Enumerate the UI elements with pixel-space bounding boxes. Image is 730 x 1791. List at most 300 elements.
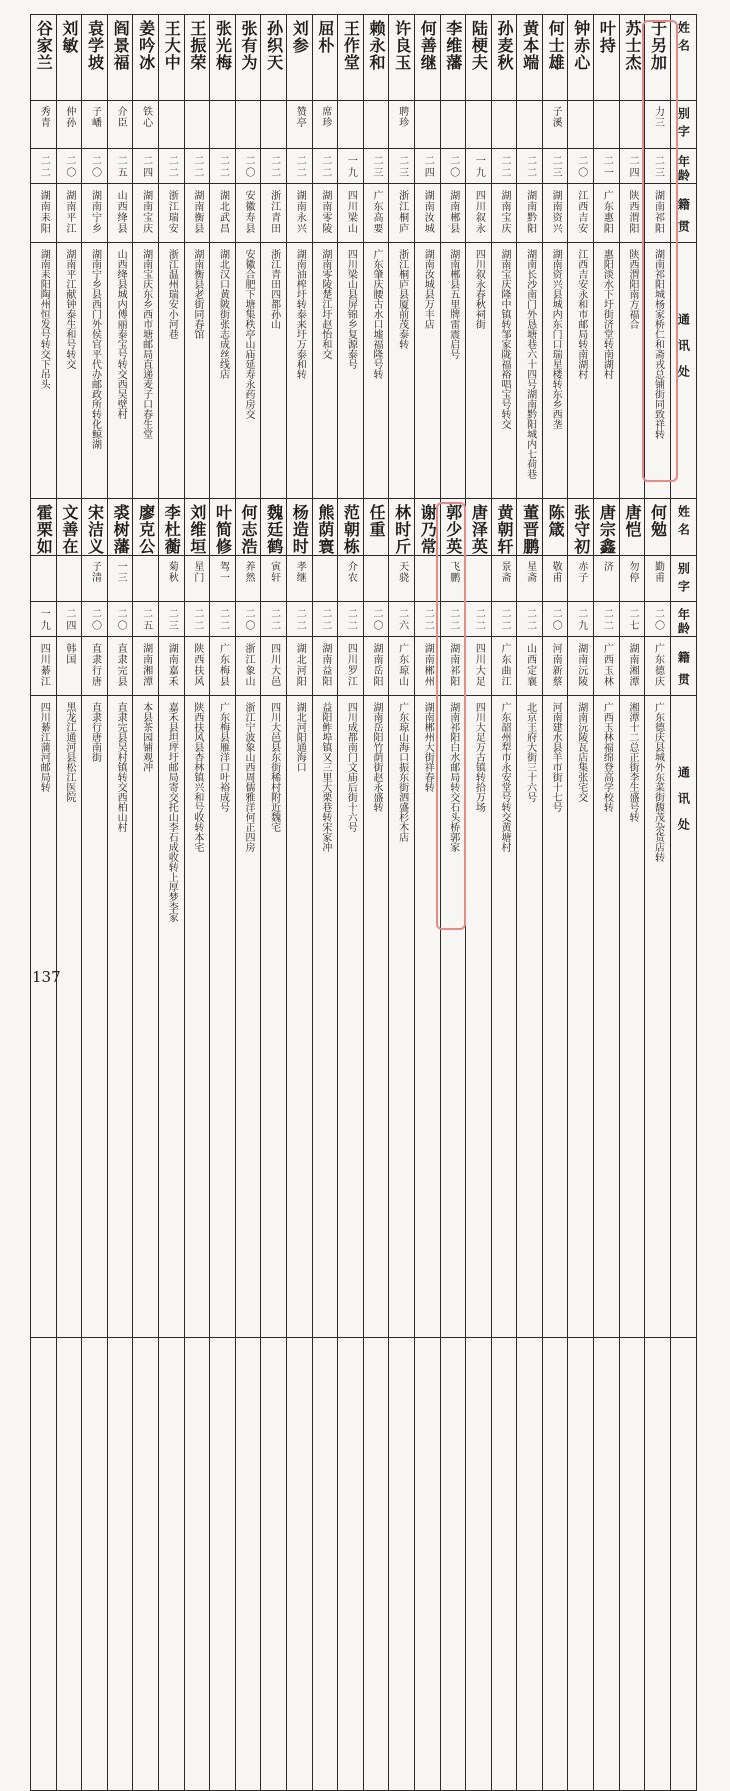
origin-text: 湖北河阳	[294, 637, 304, 687]
origin-text: 广东梅县	[217, 637, 227, 687]
cell-origin	[312, 184, 338, 243]
cell-age	[338, 602, 364, 637]
cell-age	[568, 602, 594, 637]
name-text: 李杜蘅	[163, 499, 179, 555]
cell-name	[645, 15, 671, 101]
age-text: 二二	[217, 602, 227, 632]
cell-address	[107, 696, 133, 1791]
alias-text: 菊秋	[166, 556, 176, 583]
cell-alias	[389, 556, 415, 602]
cell-address	[56, 696, 82, 1791]
header-name	[670, 15, 696, 101]
origin-text: 湖南湘潭	[627, 637, 637, 687]
address-text: 湖南油榨圩转泰来圩万泰和转	[294, 243, 304, 489]
address-text: 直隶完县吴村镇转交西柏山村	[115, 696, 125, 952]
age-text: 二二	[320, 602, 330, 632]
cell-age	[389, 602, 415, 637]
row-age	[31, 602, 697, 637]
age-text: 二一	[601, 149, 611, 179]
origin-text: 湖南衡县	[192, 184, 202, 234]
cell-address	[158, 696, 184, 1791]
cell-alias	[56, 556, 82, 602]
cell-name	[31, 499, 57, 556]
cell-address	[82, 696, 108, 1791]
cell-address	[619, 696, 645, 1791]
cell-address	[594, 696, 620, 1791]
name-text: 谢乃常	[419, 499, 435, 555]
cell-age	[235, 602, 261, 637]
name-text: 张守初	[573, 499, 589, 555]
name-text: 李维藩	[445, 15, 461, 71]
cell-alias	[542, 556, 568, 602]
address-text: 四川梁山县屏锦乡复源泰号	[345, 243, 355, 489]
cell-alias	[440, 556, 466, 602]
address-text: 山西绛县城内傅丽泰宝号转交西吴壁村	[115, 243, 125, 489]
origin-text: 广东琼山	[397, 637, 407, 687]
origin-text: 山西绛县	[115, 184, 125, 234]
cell-name	[261, 499, 287, 556]
origin-text: 广西玉林	[601, 637, 611, 687]
cell-address	[184, 696, 210, 1791]
cell-origin	[363, 637, 389, 696]
address-text: 本县茶园铺观冲	[141, 696, 151, 952]
origin-text: 江西吉安	[576, 184, 586, 234]
header-alias	[670, 556, 696, 602]
name-text: 张光梅	[214, 15, 230, 71]
age-text: 二〇	[448, 149, 458, 179]
cell-origin	[491, 637, 517, 696]
cell-origin	[466, 637, 492, 696]
cell-address	[312, 696, 338, 1791]
age-text: 二六	[397, 602, 407, 632]
cell-name	[542, 499, 568, 556]
cell-alias	[31, 556, 57, 602]
cell-alias	[568, 556, 594, 602]
cell-alias	[235, 101, 261, 149]
cell-age	[184, 149, 210, 184]
cell-origin	[338, 184, 364, 243]
address-text: 浙江青田四都孙山	[269, 243, 279, 489]
cell-name	[184, 499, 210, 556]
cell-age	[517, 602, 543, 637]
origin-text: 湖南平江	[64, 184, 74, 234]
address-text: 广东德庆县城外东菜街馥茂杂货店转	[653, 696, 663, 952]
origin-text: 湖北武昌	[217, 184, 227, 234]
name-text: 文善在	[61, 499, 77, 555]
name-text: 林时斤	[394, 499, 410, 555]
name-text: 王作堂	[342, 15, 358, 71]
cell-alias	[158, 556, 184, 602]
address-text: 广东梅县雁洋口叶裕成号	[217, 696, 227, 952]
cell-name	[261, 15, 287, 101]
cell-alias	[261, 101, 287, 149]
cell-name	[491, 15, 517, 101]
cell-name	[594, 15, 620, 101]
cell-alias	[466, 101, 492, 149]
cell-origin	[158, 637, 184, 696]
name-text: 黄本端	[522, 15, 538, 71]
cell-alias	[286, 101, 312, 149]
cell-origin	[389, 637, 415, 696]
age-text: 二五	[115, 149, 125, 179]
origin-text: 湖南湘潭	[141, 637, 151, 687]
age-text: 二三	[653, 149, 663, 179]
cell-alias	[594, 101, 620, 149]
cell-origin	[210, 184, 236, 243]
origin-text: 湖南宁乡	[89, 184, 99, 234]
header-name	[670, 499, 696, 556]
header-age	[670, 149, 696, 184]
origin-text: 陕西渭阳	[627, 184, 637, 234]
cell-name	[338, 499, 364, 556]
name-text: 黄朝轩	[496, 499, 512, 555]
cell-origin	[312, 637, 338, 696]
cell-alias	[31, 101, 57, 149]
address-text: 湖南郴县五里牌雷震启号	[448, 243, 458, 489]
cell-age	[31, 602, 57, 637]
age-text: 二二	[294, 602, 304, 632]
name-text: 叶简修	[214, 499, 230, 555]
address-text: 安徽合肥下塘集秩亭山庙延寿永药房交	[243, 243, 253, 489]
cell-origin	[645, 637, 671, 696]
cell-age	[466, 149, 492, 184]
age-text: 二三	[371, 149, 381, 179]
header-origin-label: 籍贯	[677, 637, 689, 695]
origin-text: 广东惠阳	[601, 184, 611, 234]
cell-address	[286, 696, 312, 1791]
cell-age	[619, 602, 645, 637]
origin-text: 安徽寿县	[243, 184, 253, 234]
cell-origin	[261, 637, 287, 696]
cell-age	[619, 149, 645, 184]
cell-alias	[107, 101, 133, 149]
header-origin	[670, 184, 696, 243]
alias-text: 养然	[243, 556, 253, 583]
cell-name	[363, 15, 389, 101]
cell-name	[568, 15, 594, 101]
age-text: 二二	[525, 602, 535, 632]
origin-text: 四川梁山	[345, 184, 355, 234]
cell-origin	[82, 184, 108, 243]
origin-text: 湖南岳阳	[371, 637, 381, 687]
cell-alias	[184, 101, 210, 149]
name-text: 王大中	[163, 15, 179, 71]
cell-alias	[184, 556, 210, 602]
address-text: 陕西扶风县杏林镇兴和号收转本宅	[192, 696, 202, 952]
cell-name	[466, 499, 492, 556]
cell-alias	[645, 556, 671, 602]
header-name-label: 姓名	[677, 499, 689, 541]
cell-name	[594, 499, 620, 556]
cell-origin	[56, 637, 82, 696]
origin-text: 湖南黔阳	[525, 184, 535, 234]
cell-address	[235, 696, 261, 1791]
origin-text: 湖南郴县	[448, 184, 458, 234]
age-text: 二四	[422, 149, 432, 179]
cell-name	[568, 499, 594, 556]
cell-name	[312, 15, 338, 101]
name-text: 杨造时	[291, 499, 307, 555]
cell-age	[363, 602, 389, 637]
name-text: 何士雄	[547, 15, 563, 71]
age-text: 二二	[525, 149, 535, 179]
cell-origin	[466, 184, 492, 243]
cell-age	[414, 149, 440, 184]
cell-alias	[363, 101, 389, 149]
cell-alias	[619, 101, 645, 149]
cell-origin	[107, 184, 133, 243]
cell-name	[542, 15, 568, 101]
age-text: 二二	[473, 602, 483, 632]
cell-alias	[261, 556, 287, 602]
cell-origin	[414, 637, 440, 696]
cell-age	[133, 602, 159, 637]
cell-alias	[491, 101, 517, 149]
origin-text: 陕西扶风	[192, 637, 202, 687]
cell-origin	[542, 637, 568, 696]
cell-alias	[594, 556, 620, 602]
alias-text: 飞鹏	[448, 556, 458, 583]
name-text: 许良玉	[394, 15, 410, 71]
cell-name	[312, 499, 338, 556]
age-text: 二二	[448, 602, 458, 632]
cell-alias	[491, 556, 517, 602]
cell-name	[107, 15, 133, 101]
page-number: 137	[32, 968, 61, 986]
address-text: 四川叙永春秋祠街	[473, 243, 483, 489]
cell-name	[56, 499, 82, 556]
age-text: 二三	[550, 149, 560, 179]
name-text: 苏士杰	[624, 15, 640, 71]
origin-text: 湖南零陵	[320, 184, 330, 234]
address-text: 广东韶州犁市永安堂号转交黄塘村	[499, 696, 509, 952]
name-text: 叶持	[598, 15, 614, 54]
origin-text: 河南新蔡	[550, 637, 560, 687]
alias-text: 驾一	[217, 556, 227, 583]
row-address	[31, 696, 697, 1791]
age-text: 二九	[576, 602, 586, 632]
cell-age	[82, 149, 108, 184]
cell-address	[210, 696, 236, 1791]
origin-text: 湖南宝庆	[499, 184, 509, 234]
alias-text: 济	[601, 556, 611, 572]
cell-alias	[389, 101, 415, 149]
name-text: 何志浩	[240, 499, 256, 555]
address-text: 湖南祁阳白水邮局转交石头桥郭家	[448, 696, 458, 952]
row-age	[31, 149, 697, 184]
origin-text: 湖南嘉禾	[166, 637, 176, 687]
cell-alias	[542, 101, 568, 149]
cell-name	[286, 499, 312, 556]
cell-age	[210, 149, 236, 184]
age-text: 二三	[397, 149, 407, 179]
name-text: 刘维垣	[189, 499, 205, 555]
age-text: 二四	[627, 149, 637, 179]
cell-name	[235, 15, 261, 101]
address-text: 北京王府大街三十六号	[525, 696, 535, 952]
address-text: 直隶行唐南街	[89, 696, 99, 952]
header-origin-label: 籍贯	[677, 184, 689, 242]
origin-text: 直隶行唐	[89, 637, 99, 687]
alias-text: 孝继	[294, 556, 304, 583]
name-text: 裘树藩	[112, 499, 128, 555]
cell-name	[517, 15, 543, 101]
alias-text: 景斋	[499, 556, 509, 583]
cell-origin	[235, 637, 261, 696]
alias-text: 赞亭	[294, 101, 304, 128]
cell-alias	[414, 101, 440, 149]
cell-address	[542, 696, 568, 1791]
age-text: 二二	[269, 149, 279, 179]
cell-age	[210, 602, 236, 637]
row-alias	[31, 556, 697, 602]
address-text: 湖南宁乡县西门外侯官平代办邮政所转化鲸湖	[89, 243, 99, 489]
alias-text: 星门	[192, 556, 202, 583]
cell-age	[594, 149, 620, 184]
age-text: 二〇	[243, 149, 253, 179]
origin-text: 四川大邑	[269, 637, 279, 687]
cell-alias	[619, 556, 645, 602]
cell-origin	[542, 184, 568, 243]
origin-text: 广东德庆	[653, 637, 663, 687]
cell-alias	[82, 556, 108, 602]
cell-name	[491, 499, 517, 556]
cell-name	[31, 15, 57, 101]
age-text: 二〇	[64, 149, 74, 179]
alias-text: 聘珍	[397, 101, 407, 128]
address-text: 广东琼山海口振东街泗盛杉木店	[397, 696, 407, 952]
cell-origin	[338, 637, 364, 696]
cell-origin	[414, 184, 440, 243]
cell-alias	[158, 101, 184, 149]
cell-age	[56, 149, 82, 184]
name-text: 董晋鹏	[522, 499, 538, 555]
name-text: 张有为	[240, 15, 256, 71]
address-text: 湘潭十二总正街李生盛号转	[627, 696, 637, 952]
cell-address	[645, 696, 671, 1791]
cell-alias	[517, 556, 543, 602]
cell-age	[235, 149, 261, 184]
cell-name	[158, 15, 184, 101]
header-age	[670, 602, 696, 637]
cell-alias	[210, 101, 236, 149]
cell-address	[261, 696, 287, 1791]
cell-alias	[414, 556, 440, 602]
cell-name	[338, 15, 364, 101]
address-text: 湖南长沙南门外恳塘巷六十四号湖南黔阳城内七荷巷	[525, 243, 535, 489]
row-origin	[31, 637, 697, 696]
cell-name	[133, 499, 159, 556]
age-text: 二二	[294, 149, 304, 179]
name-text: 谷家兰	[35, 15, 51, 71]
origin-text: 山西定襄	[525, 637, 535, 687]
cell-age	[107, 149, 133, 184]
cell-origin	[158, 184, 184, 243]
cell-name	[235, 499, 261, 556]
row-alias	[31, 101, 697, 149]
cell-age	[542, 602, 568, 637]
cell-alias	[107, 556, 133, 602]
cell-age	[440, 149, 466, 184]
cell-name	[286, 15, 312, 101]
cell-origin	[82, 637, 108, 696]
cell-alias	[338, 556, 364, 602]
alias-text: 介臣	[115, 101, 125, 128]
alias-text: 子溪	[550, 101, 560, 128]
cell-age	[389, 149, 415, 184]
row-name	[31, 15, 697, 101]
cell-alias	[517, 101, 543, 149]
cell-address	[440, 696, 466, 1791]
cell-name	[440, 499, 466, 556]
cell-name	[466, 15, 492, 101]
alias-text: 敬甫	[550, 556, 560, 583]
name-text: 霍栗如	[35, 499, 51, 555]
cell-alias	[466, 556, 492, 602]
alias-text: 秀青	[38, 101, 48, 128]
name-text: 范朝栋	[342, 499, 358, 555]
address-text: 浙江桐庐县厦前茂泰转	[397, 243, 407, 489]
cell-age	[133, 149, 159, 184]
origin-text: 四川綦江	[38, 637, 48, 687]
cell-age	[645, 602, 671, 637]
origin-text: 浙江青田	[269, 184, 279, 234]
name-text: 刘参	[291, 15, 307, 54]
age-text: 二〇	[89, 602, 99, 632]
address-text: 惠阳淡水下圩街济堂转南湖村	[601, 243, 611, 489]
age-text: 二二	[320, 149, 330, 179]
cell-address	[491, 696, 517, 1791]
age-text: 二〇	[371, 602, 381, 632]
cell-name	[645, 499, 671, 556]
cell-name	[82, 15, 108, 101]
cell-name	[210, 499, 236, 556]
alias-text: 席珍	[320, 101, 330, 128]
cell-name	[517, 499, 543, 556]
cell-address	[568, 696, 594, 1791]
cell-name	[363, 499, 389, 556]
origin-text: 湖南宝庆	[141, 184, 151, 234]
cell-address	[389, 696, 415, 1791]
name-text: 熊荫寰	[317, 499, 333, 555]
origin-text: 湖南益阳	[320, 637, 330, 687]
cell-age	[261, 602, 287, 637]
cell-age	[363, 149, 389, 184]
age-text: 二〇	[653, 602, 663, 632]
origin-text: 湖南沅陵	[576, 637, 586, 687]
alias-text: 星斋	[525, 556, 535, 583]
age-text: 二〇	[243, 602, 253, 632]
name-text: 王振荣	[189, 15, 205, 71]
alias-text: 子嶓	[89, 101, 99, 128]
age-text: 二二	[345, 602, 355, 632]
alias-text: 铁心	[141, 101, 151, 128]
age-text: 二二	[166, 149, 176, 179]
cell-age	[82, 602, 108, 637]
age-text: 二二	[217, 149, 227, 179]
cell-address	[414, 696, 440, 1791]
age-text: 二〇	[550, 602, 560, 632]
alias-text: 赤子	[576, 556, 586, 583]
origin-text: 四川罗江	[345, 637, 355, 687]
origin-text: 浙江瑞安	[166, 184, 176, 234]
cell-name	[158, 499, 184, 556]
address-text: 黑龙江通河县松江医院	[64, 696, 74, 952]
cell-alias	[338, 101, 364, 149]
origin-text: 直隶完县	[115, 637, 125, 687]
origin-text: 湖南永兴	[294, 184, 304, 234]
cell-alias	[210, 556, 236, 602]
